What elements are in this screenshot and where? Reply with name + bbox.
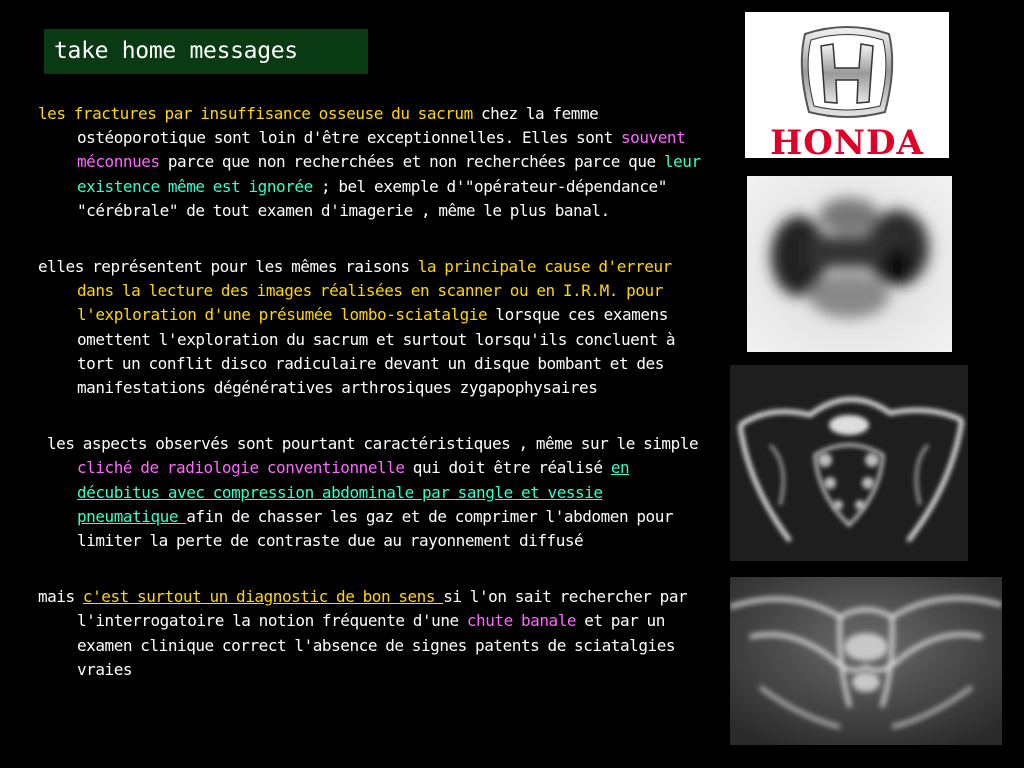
text-segment-text: parce que non recherchées et non recherchées parce que (159, 152, 664, 172)
message-paragraph-4 (38, 585, 703, 682)
text-segment-text: et par un examen clinique correct l'absence de signes patents de sciatalgies vraies (77, 611, 676, 679)
text-segment-text: qui doit être réalisé (404, 458, 611, 478)
text-segment-yellow: c'est surtout un diagnostic de bon sens (82, 587, 444, 607)
text-segment-text: ; bel exemple d'"opérateur-dépendance" "cérébrale" de tout examen d'imagerie , même le plus banal. (77, 176, 667, 220)
text-segment-text: elles représentent pour les mêmes raisons (38, 257, 418, 277)
text-segment-text: afin de chasser les gaz et de comprimer l'abdomen pour limiter la perte de contraste due au rayonnement diffusé (77, 506, 674, 551)
bone-scan-image (747, 176, 952, 352)
text-segment-pink: souvent méconnues (77, 128, 686, 172)
text-segment-text: les aspects observés sont pourtant caractéristiques , même sur le simple (47, 434, 699, 454)
sacrum-ct-image-icon (730, 365, 968, 561)
pelvis-xray-image-icon (730, 577, 1002, 745)
message-paragraph-3 (38, 432, 703, 553)
text-segment-text: mais (38, 587, 83, 607)
text-segment-pink: cliché de radiologie conventionnelle (77, 458, 405, 478)
text-segment-text: si l'on sait rechercher par l'interrogatoire la notion fréquente d'une (77, 587, 688, 631)
message-paragraph-1 (38, 102, 703, 223)
text-segment-text: chez la femme ostéoporotique sont loin d'être exceptionnelles. Elles sont (77, 104, 621, 148)
text-segment-pink: chute banale (466, 611, 577, 631)
bone-scan-h-sign-icon (747, 176, 952, 352)
text-segment-cyan: en décubitus avec compression abdominale par sangle et vessie pneumatique (77, 458, 630, 526)
text-segment-cyan: leur existence même est ignorée (77, 152, 701, 196)
text-segment-text: lorsque ces examens omettent l'exploration du sacrum et surtout lorsqu'ils concluent à tort un conflit disco radiculaire devant un disque bombant et des manifestations dégénératives arthrosiques zygapophysaires (77, 305, 676, 398)
honda-wordmark: HONDA (770, 123, 924, 158)
sacrum-ct-image (730, 365, 968, 561)
title-box (44, 29, 368, 74)
page-title: take home messages (54, 38, 298, 64)
text-segment-yellow: la principale cause d'erreur dans la lecture des images réalisées en scanner ou en I.R.M. pour l'exploration d'une présumée lombo-sciatalgie (77, 257, 672, 325)
message-paragraph-2 (38, 255, 703, 400)
message-list (38, 102, 703, 682)
text-segment-yellow: les fractures par insuffisance osseuse du sacrum (38, 104, 473, 123)
pelvis-xray-image (730, 577, 1002, 745)
honda-logo-image (745, 12, 949, 158)
